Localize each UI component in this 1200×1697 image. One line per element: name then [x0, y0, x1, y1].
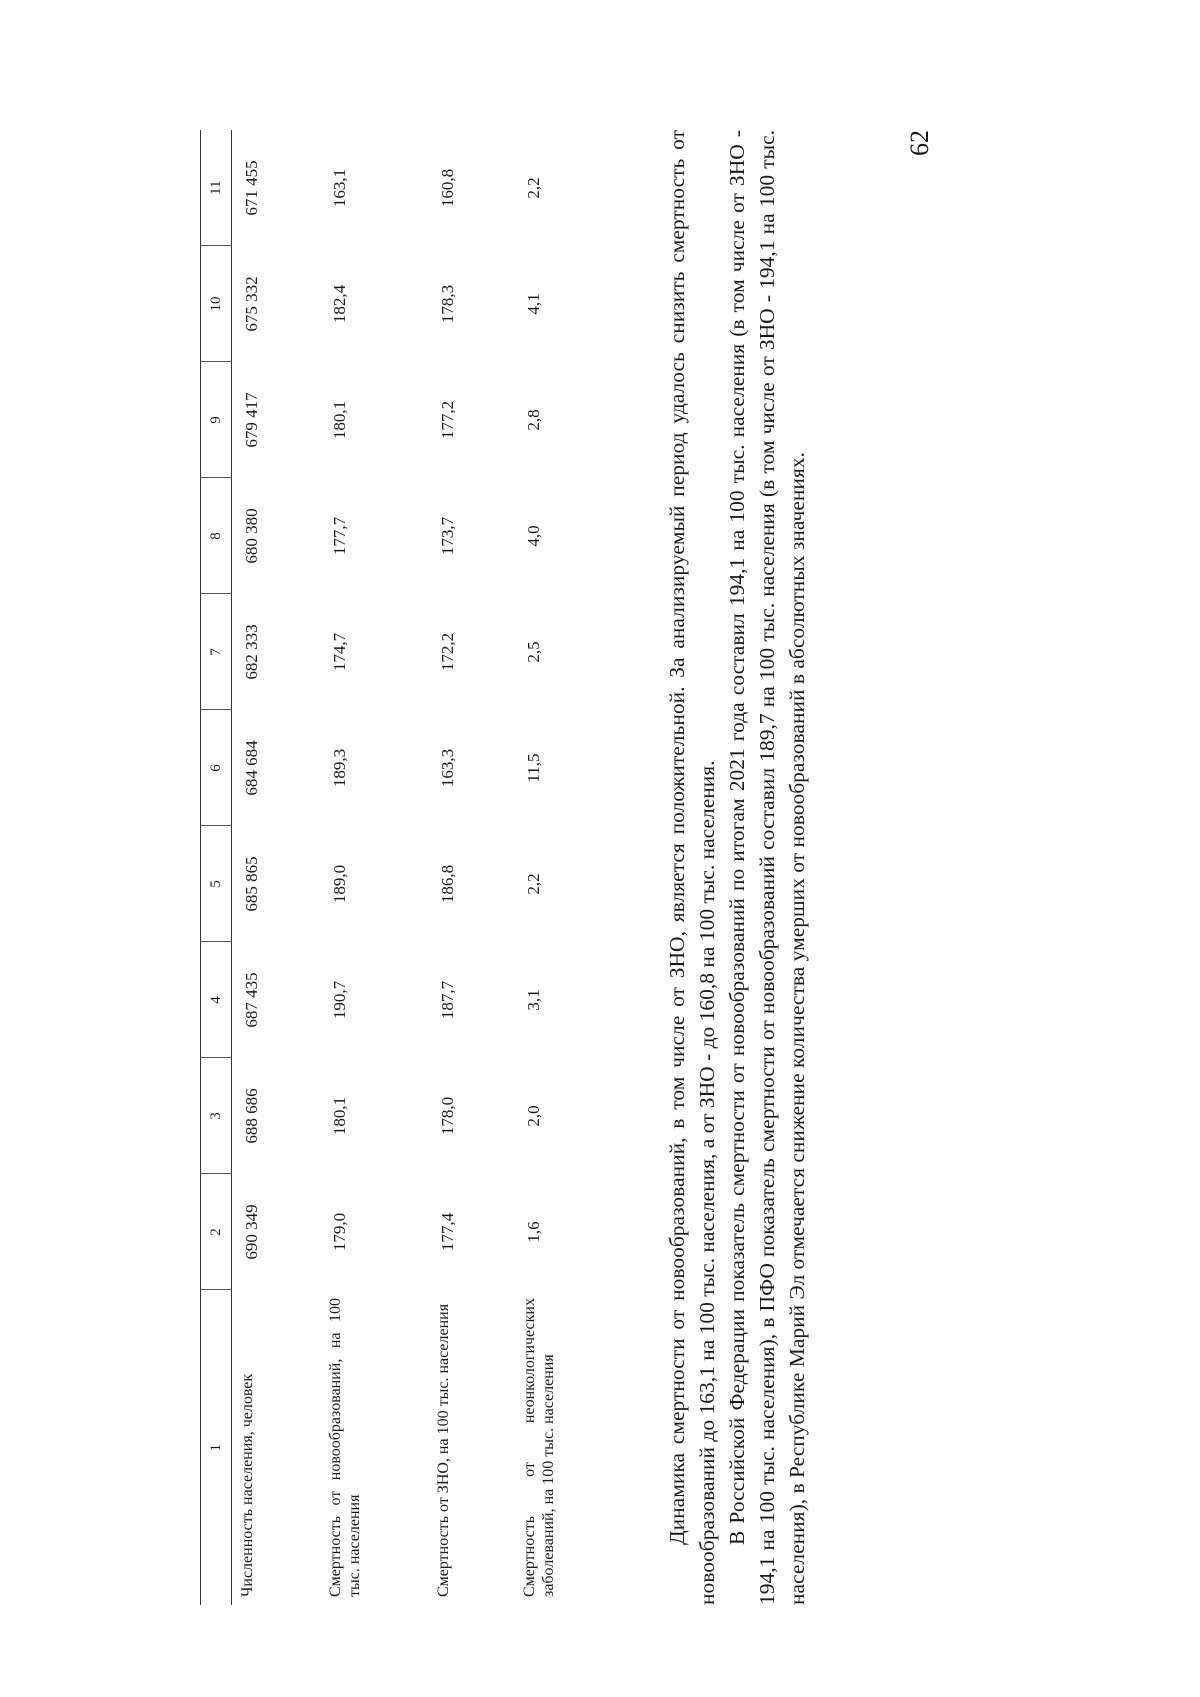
page-number: 62	[905, 130, 934, 156]
table-cell: 682 333	[242, 624, 261, 680]
table-cell: 186,8	[438, 864, 457, 904]
paragraph: Динамика смертности от новообразований, в том числе от ЗНО, является положительной. За анализируемый период удалось снизить смертность от новообразований до 163,1 на 100 тыс. населения, а от ЗНО - до 160,8 на 100 тыс. населения.	[665, 130, 719, 1605]
table-cell: 688 686	[242, 1088, 261, 1144]
table-cell: 163,3	[438, 748, 457, 788]
table-header-cell: 2	[201, 1174, 232, 1290]
body-text	[662, 130, 812, 1605]
table-cell: 671 455	[242, 160, 261, 216]
table-cell: 190,7	[330, 980, 349, 1020]
table-cell: 177,4	[438, 1212, 457, 1252]
table-header-cell: 6	[201, 710, 232, 826]
table-cell: 684 684	[242, 740, 261, 796]
table-row	[514, 130, 648, 1605]
table-cell: 2,2	[524, 177, 543, 199]
table-cell: 680 380	[242, 508, 261, 564]
table-header-cell: 10	[201, 246, 232, 362]
table-row	[320, 130, 428, 1605]
table-cell: 2,8	[524, 409, 543, 431]
table-cell: 182,4	[330, 284, 349, 324]
table-cell: 675 332	[242, 276, 261, 332]
row-label: Смертность от неонкологических заболеваний, на 100 тыс. населения	[521, 1298, 557, 1597]
table-cell: 178,0	[438, 1096, 457, 1136]
table-cell: 2,0	[524, 1105, 543, 1127]
table-cell: 172,2	[438, 632, 457, 672]
table-header-cell: 11	[201, 130, 232, 246]
table-cell: 179,0	[330, 1212, 349, 1252]
table-cell: 187,7	[438, 980, 457, 1020]
table-cell: 4,0	[524, 525, 543, 547]
table-header-cell: 1	[201, 1290, 232, 1605]
table-header-cell: 7	[201, 594, 232, 710]
table-cell: 679 417	[242, 392, 261, 448]
table-cell: 1,6	[524, 1221, 543, 1243]
table-row	[428, 130, 514, 1605]
rotated-content	[200, 130, 960, 1605]
paragraph: В Российской Федерации показатель смертности от новообразований по итогам 2021 года составил 194,1 на 100 тыс. населения (в том числе от ЗНО - 194,1 на 100 тыс. населения), в ПФО показатель смертности от новообразований составил 189,7 на 100 тыс. населения (в том числе от ЗНО - 194,1 на 100 тыс. населения), в Республике Марий Эл отмечается снижение количества умерших от новообразований в абсолютных значениях.	[725, 130, 809, 1605]
table-header-cell: 3	[201, 1058, 232, 1174]
table-cell: 189,3	[330, 748, 349, 788]
table-cell: 2,2	[524, 873, 543, 895]
table-row	[232, 130, 321, 1605]
table-cell: 11,5	[524, 753, 543, 783]
table-cell: 173,7	[438, 516, 457, 556]
row-label: Смертность от ЗНО, на 100 тыс. населения	[435, 1303, 452, 1597]
table-cell: 2,5	[524, 641, 543, 663]
table-cell: 160,8	[438, 168, 457, 208]
table-cell: 3,1	[524, 989, 543, 1011]
mortality-table	[200, 130, 648, 1605]
table-header-cell: 5	[201, 826, 232, 942]
table-cell: 685 865	[242, 856, 261, 912]
table-cell: 178,3	[438, 284, 457, 324]
table-cell: 4,1	[524, 293, 543, 315]
table-cell: 163,1	[330, 168, 349, 208]
table-cell: 690 349	[242, 1204, 261, 1260]
table-cell: 180,1	[330, 400, 349, 440]
row-label: Смертность от новообразований, на 100 тыс. населения	[327, 1298, 363, 1597]
row-label: Численность населения, человек	[239, 1373, 256, 1597]
table-cell: 177,2	[438, 400, 457, 440]
table-cell: 177,7	[330, 516, 349, 556]
table-header-cell: 8	[201, 478, 232, 594]
table-cell: 189,0	[330, 864, 349, 904]
table-header-cell: 9	[201, 362, 232, 478]
table-cell: 174,7	[330, 632, 349, 672]
table-cell: 180,1	[330, 1096, 349, 1136]
table-cell: 687 435	[242, 972, 261, 1028]
table-header-cell: 4	[201, 942, 232, 1058]
table-header-row	[201, 130, 232, 1605]
